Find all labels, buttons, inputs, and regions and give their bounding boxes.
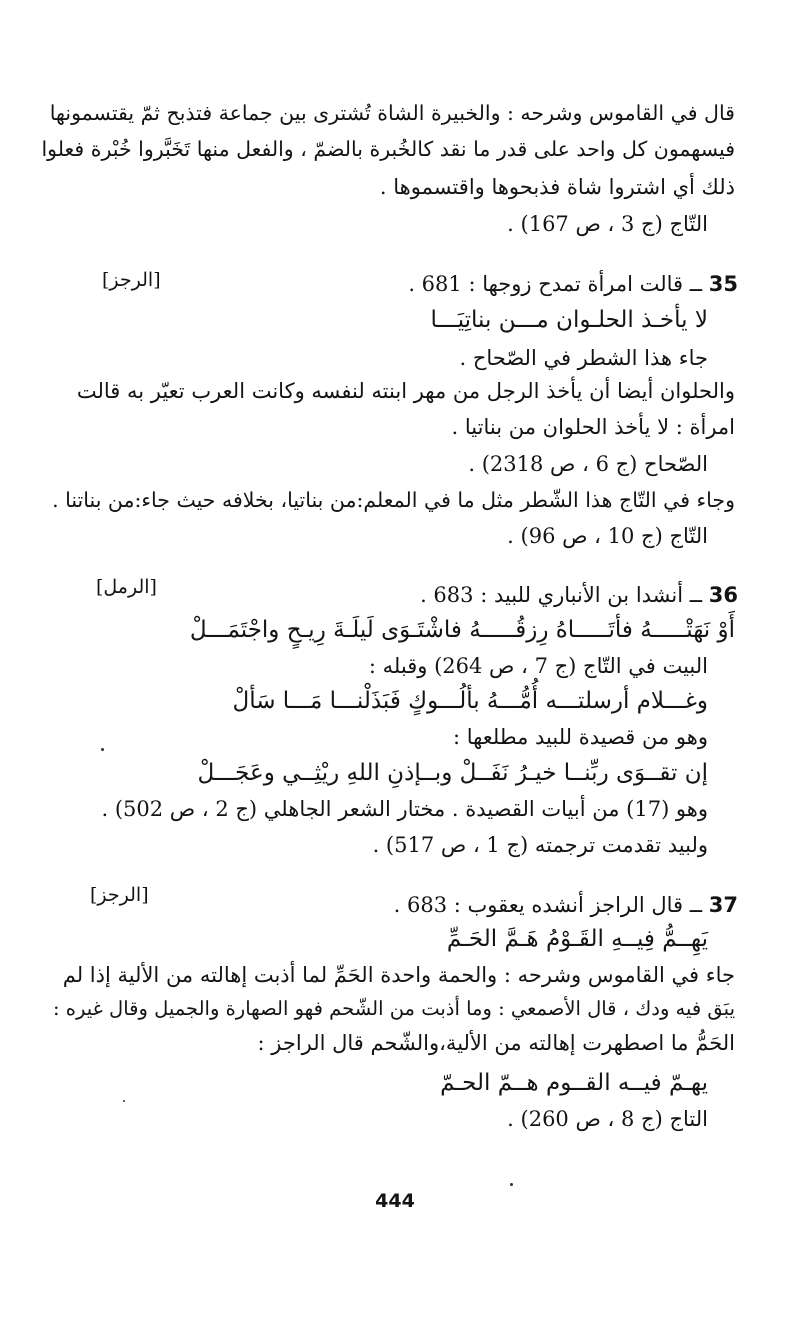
entry-heading [408, 269, 738, 299]
citation-line: التّاج (ج 3 ، ص 167) . [507, 212, 708, 236]
text-line: جاء في القاموس وشرحه : والحمة واحدة الحَمِّ لما أذبت إهالته من الألية إذا لم [62, 963, 735, 987]
text-line: البيت في التّاج (ج 7 ، ص 264) وقبله : [368, 654, 708, 678]
scan-speck [510, 1183, 513, 1186]
entry-heading-text: ــ قالت امرأة تمدح زوجها : 681 . [408, 272, 703, 296]
verse-line: يَهِــمُّ فِيــهِ القَـوْمُ هَـمَّ الحَـمِّ [446, 926, 708, 952]
entry-number: 36 [708, 583, 738, 607]
scan-speck [101, 748, 104, 751]
meter-label: [الرمل] [96, 576, 157, 598]
entry-heading-text: ــ أنشدا بن الأنباري للبيد : 683 . [420, 583, 703, 607]
entry-number: 37 [708, 893, 738, 917]
page-number: 444 [375, 1190, 415, 1212]
text-line: ذلك أي اشتروا شاة فذبحوها واقتسموها . [379, 175, 735, 199]
text-line: فيسهمون كل واحد على قدر ما نقد كالخُبرة بالضمّ ، والفعل منها تَخَبَّروا خُبْرة فعلوا [41, 137, 735, 161]
meter-label: [الرجز] [102, 269, 161, 291]
verse-line: وغـــلام أرسلتـــه أُمُّـــهُ بألُـــوكٍ فَبَذَلْنـــا مَـــا سَألْ [232, 688, 708, 714]
text-line: يبَق فيه ودك ، قال الأصمعي : وما أذبت من الشّحم فهو الصهارة والجميل وقال غيره : [53, 997, 735, 1020]
text-line: وهو من قصيدة للبيد مطلعها : [452, 725, 708, 749]
text-line: وهو (17) من أبيات القصيدة . مختار الشعر الجاهلي (ج 2 ، ص 502) . [101, 797, 708, 821]
verse-line: يهـمّ فيــه القــوم هــمّ الحـمّ [440, 1070, 708, 1096]
text-line: قال في القاموس وشرحه : والخبيرة الشاة تُشترى بين جماعة فتذبح ثمّ يقتسمونها [49, 101, 735, 125]
citation-line: التّاج (ج 10 ، ص 96) . [507, 524, 708, 548]
entry-heading-text: ــ قال الراجز أنشده يعقوب : 683 . [393, 893, 703, 917]
verse-line: إن تقــوَى ربِّنــا خيـرُ نَفَــلْ وبــإذنِ اللهِ ريْثِــي وعَجَـــلْ [197, 760, 708, 786]
text-line: امرأة : لا يأخذ الحلوان من بناتيا . [451, 415, 735, 439]
entry-heading [420, 580, 738, 610]
citation-line: التاج (ج 8 ، ص 260) . [507, 1107, 708, 1131]
meter-label: [الرجز] [90, 884, 149, 906]
citation-line: الصّحاح (ج 6 ، ص 2318) . [468, 452, 708, 476]
citation-line: ولبيد تقدمت ترجمته (ج 1 ، ص 517) . [372, 833, 708, 857]
entry-number: 35 [708, 272, 738, 296]
entry-heading [394, 890, 738, 920]
text-line: والحلوان أيضا أن يأخذ الرجل من مهر ابنته لنفسه وكانت العرب تعيّر به قالت [76, 379, 735, 403]
text-line: جاء هذا الشطر في الصّحاح . [459, 346, 708, 370]
verse-line: أَوْ نَهَتْـــــهُ فأتَـــــاهُ رِزقُـــــهُ فاشْتَـوَى لَيلَـةَ رِيـحٍ واجْتَمَـــلْ [189, 617, 735, 643]
text-line: وجاء في التّاج هذا الشّطر مثل ما في المعلم:من بناتيا، بخلافه حيث جاء:من بناتنا . [52, 488, 735, 512]
verse-line: لا يأخـذ الحلـوان مـــن بناتِيَـــا [430, 307, 708, 333]
scan-speck [123, 1100, 125, 1102]
text-line: الحَمُّ ما اصطهرت إهالته من الألية،والشّحم قال الراجز : [257, 1031, 735, 1055]
